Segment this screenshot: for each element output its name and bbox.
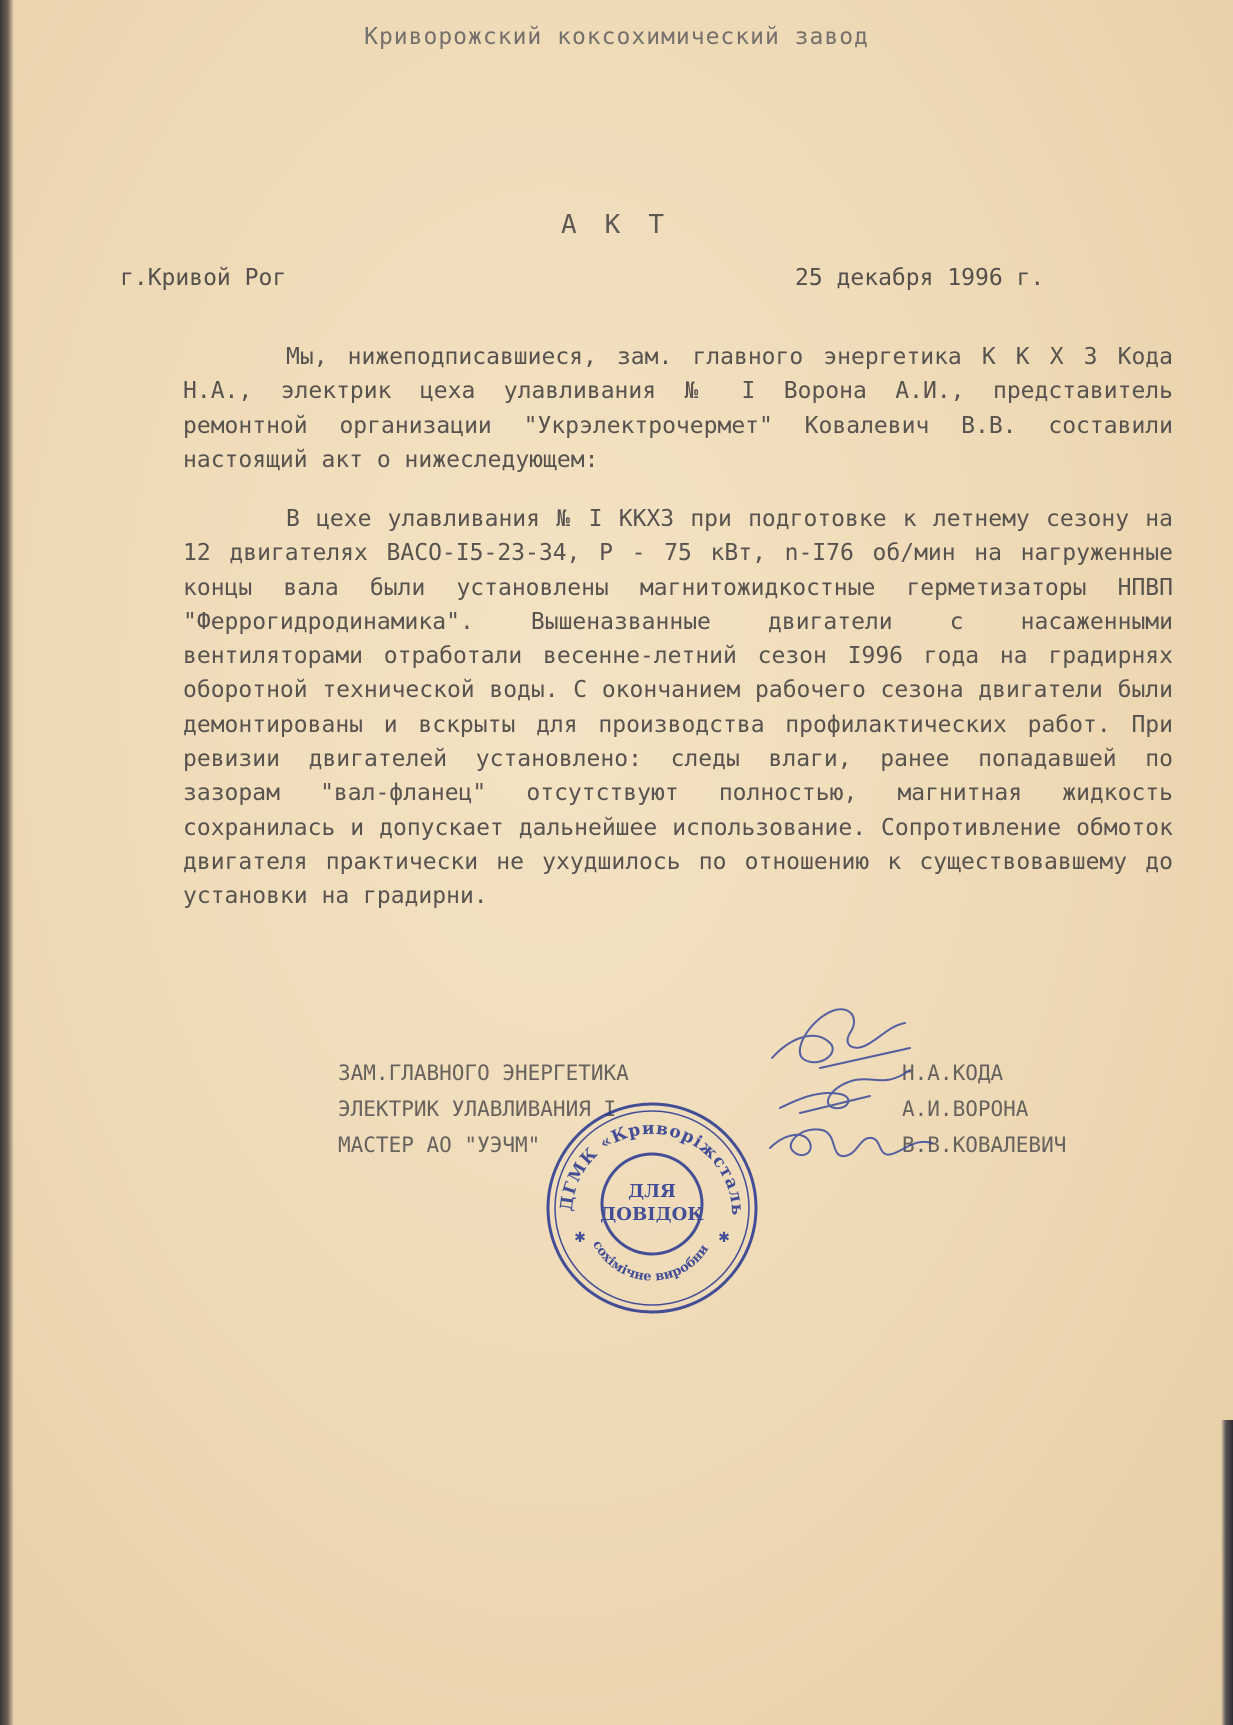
stamp-outer-text: ДГМК «Криворіжсталь bbox=[556, 1118, 748, 1217]
paper-edge-left bbox=[0, 0, 14, 1725]
official-stamp bbox=[538, 1096, 766, 1314]
signatory-title: ЭЛЕКТРИК УЛАВЛИВАНИЯ I bbox=[338, 1097, 617, 1121]
signature-koda bbox=[772, 1009, 910, 1068]
signatory-name: А.И.ВОРОНА bbox=[902, 1097, 1029, 1121]
handwritten-signatures bbox=[760, 998, 940, 1188]
stamp-seal bbox=[538, 1096, 766, 1314]
signatory-title: МАСТЕР АО "УЭЧМ" bbox=[338, 1133, 541, 1157]
stamp-star-right: ✱ bbox=[718, 1230, 730, 1246]
signature-kovalevich bbox=[770, 1129, 932, 1156]
stamp-center-line-2: ДОВІДОК bbox=[600, 1204, 704, 1225]
document-title: АКТ bbox=[561, 210, 692, 240]
document-date: 25 декабря 1996 г. bbox=[795, 265, 1045, 291]
stamp-star-left: ✱ bbox=[574, 1230, 586, 1246]
stamp-center-line-1: ДЛЯ bbox=[628, 1181, 676, 1202]
body-paragraph-2: В цехе улавливания № I ККХЗ при подготовке к летнему сезону на 12 двигателях ВАСО-I5-23-34, Р - 75 кВт, n-I76 об/мин на нагруженные концы вала были установлены магнитожидкостные герметизаторы НПВП "Феррогидродинамика". Вышеназванные двигатели с насаженными вентиляторами отработали весенне-летний сезон I996 года на градирнях оборотной технической воды. С окончанием рабочего сезона двигатели были демонтированы и вскрыты для производства профилактических работ. При ревизии двигателей установлено: следы влаги, ранее попадавшей по зазорам "вал-фланец" отсутствуют полностью, магнитная жидкость сохранилась и допускает дальнейшее использование. Сопротивление обмоток двигателя практически не ухудшилось по отношению к существовавшему до установки на градирни. bbox=[183, 506, 1173, 910]
signatory-title: ЗАМ.ГЛАВНОГО ЭНЕРГЕТИКА bbox=[338, 1061, 629, 1085]
signatory-name: В.В.КОВАЛЕВИЧ bbox=[902, 1133, 1067, 1157]
body-paragraph-1: Мы, нижеподписавшиеся, зам. главного энергетика К К Х З Кода Н.А., электрик цеха улавливания № I Ворона А.И., представитель ремонтной организации "Укрэлектрочермет" Ковалевич В.В. составили настоящий акт о нижеследующем: bbox=[183, 344, 1173, 473]
signature-vorona bbox=[780, 1070, 910, 1113]
document-city: г.Кривой Рог bbox=[120, 265, 287, 291]
organization-header: Криворожский коксохимический завод bbox=[364, 24, 869, 50]
stamp-bottom-text: сохімічне виробни bbox=[589, 1238, 713, 1285]
signatory-name: Н.А.КОДА bbox=[902, 1061, 1004, 1085]
paper-edge-right bbox=[1221, 1420, 1233, 1725]
